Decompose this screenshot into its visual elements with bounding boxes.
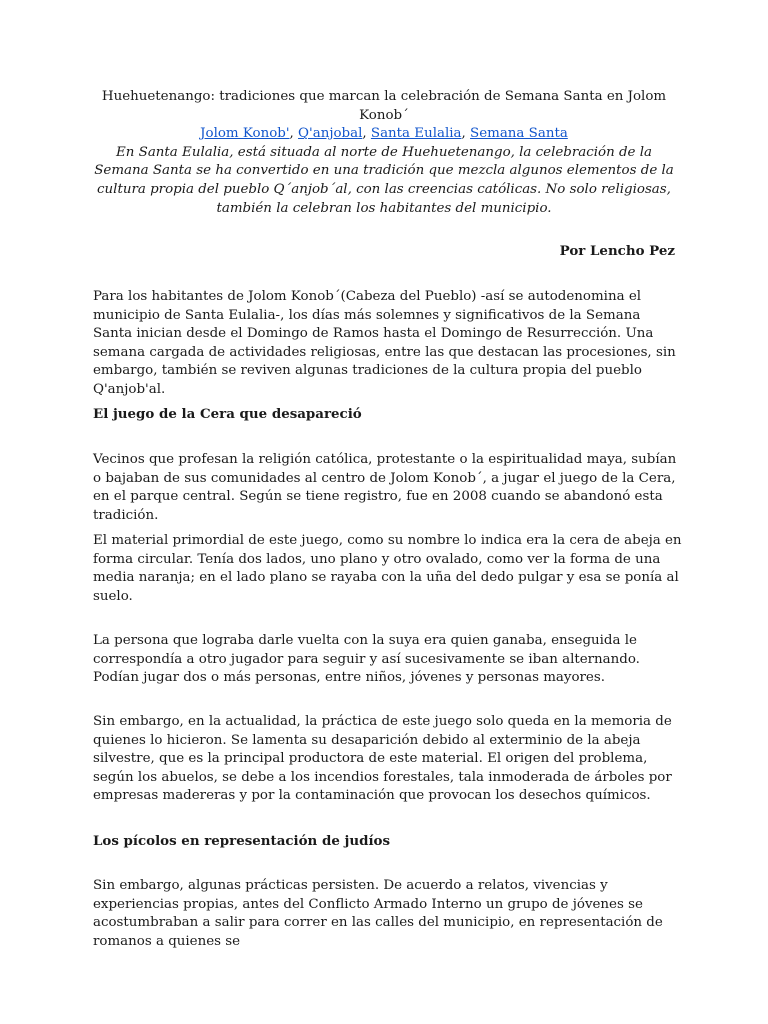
section-heading-juego-cera: El juego de la Cera que desapareció [93, 406, 362, 422]
paragraph-ganador: La persona que lograba darle vuelta con la suya era quien ganaba, enseguida le correspondía a otro jugador para seguir y así sucesivamente se iban alternando. Podían jugar dos o más personas, entre niños, jóvenes y personas mayores. [93, 633, 640, 686]
author-byline: Por Lencho Pez [559, 243, 675, 259]
article-lede: En Santa Eulalia, está situada al norte de Huehuetenango, la celebración de la Semana Santa se ha convertido en una tradición que mezcla algunos elementos de la cultura propia del pueblo Q´anjob´al, con las creencias católicas. No solo religiosas, también la celebran los habitantes del municipio. [94, 144, 674, 216]
section-heading-picolos: Los pícolos en representación de judíos [93, 833, 391, 849]
paragraph-intro: Para los habitantes de Jolom Konob´(Cabeza del Pueblo) -así se autodenomina el municipio de Santa Eulalia-, los días más solemnes y significativos de la Semana Santa inician desde el Domingo de Ramos hasta el Domingo de Resurrección. Una semana cargada de actividades religiosas, entre las que destacan las procesiones, sin embargo, también se reviven algunas tradiciones de la cultura propia del pueblo Q'anjob'al. [93, 289, 676, 397]
paragraph-desaparicion: Sin embargo, en la actualidad, la práctica de este juego solo queda en la memoria de quienes lo hicieron. Se lamenta su desaparición debido al exterminio de la abeja silvestre, que es la principal productora de este material. El origen del problema, según los abuelos, se debe a los incendios forestales, tala inmoderada de árboles por empresas madereras y por la contaminación que provocan los desechos químicos. [93, 714, 672, 804]
tag-link-qanjobal[interactable]: Q'anjobal [298, 126, 363, 142]
paragraph-practicas: Sin embargo, algunas prácticas persisten. De acuerdo a relatos, vivencias y experiencias propias, antes del Conflicto Armado Interno un grupo de jóvenes se acostumbraban a salir para correr en las calles del municipio, en representación de romanos a quienes se [93, 878, 663, 949]
tag-separator: , [461, 126, 471, 142]
tag-separator: , [289, 126, 299, 142]
tag-list [92, 125, 676, 144]
tag-separator: , [362, 126, 371, 142]
article-header [92, 88, 676, 218]
tag-link-semana-santa[interactable]: Semana Santa [470, 126, 568, 142]
paragraph-material: El material primordial de este juego, como su nombre lo indica era la cera de abeja en forma circular. Tenía dos lados, uno plano y otro ovalado, como ver la forma de una media naranja; en el lado plano se rayaba con la uña del dedo pulgar y esa se ponía al suelo. [93, 533, 682, 604]
tag-link-jolom-konob[interactable]: Jolom Konob' [200, 126, 290, 142]
article-title: Huehuetenango: tradiciones que marcan la celebración de Semana Santa en Jolom Konob´ [101, 89, 667, 123]
tag-link-santa-eulalia[interactable]: Santa Eulalia [370, 126, 462, 142]
paragraph-vecinos: Vecinos que profesan la religión católica, protestante o la espiritualidad maya, subían o bajaban de sus comunidades al centro de Jolom Konob´, a jugar el juego de la Cera, en el parque central. Según se tiene registro, fue en 2008 cuando se abandonó esta tradición. [93, 452, 677, 523]
